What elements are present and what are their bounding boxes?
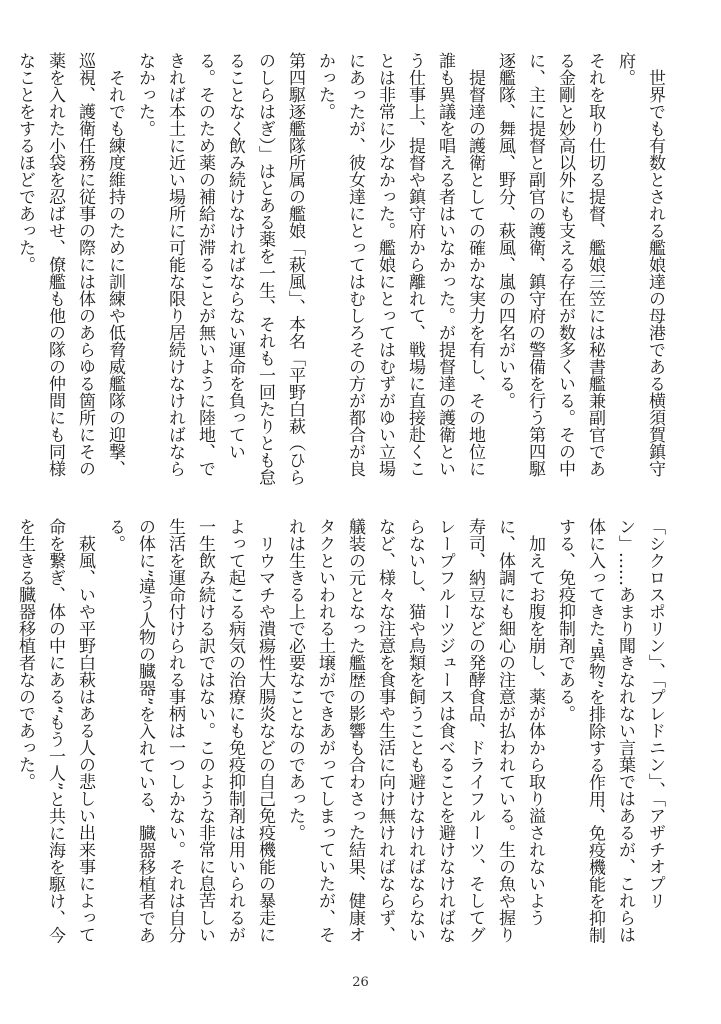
blank-line bbox=[0, 52, 10, 490]
page-number: 26 bbox=[352, 975, 369, 990]
paragraph: 第四駆逐艦隊所属の艦娘「萩風」、本名「平野白萩（ひらのしらはぎ）」はとある薬を一生、それも一回たりとも怠ることなく飲み続けなければならない運命を負っている。そのため薬の補給が滞ることが無いように陸地、できれば本土に近い場所に可能な限り居続けなければならなかった。 bbox=[135, 52, 305, 486]
paragraph: リウマチや潰瘍性大腸炎などの自己免疫機能の暴走によって起こる病気の治療にも免疫抑制剤は用いられるが一生飲み続ける訳ではない。このような非常に息苦しい生活を運命付けられる事柄は一つしかない。それは自分の体に”違う人物の臓器”を入れている、臓器移植者である。 bbox=[105, 518, 275, 944]
lower-text-block bbox=[15, 518, 670, 952]
paragraph: それでも練度維持のために訓練や低脅威艦隊の迎撃、巡視、護衛任務に従事の際には体のあらゆる箇所にその薬を入れた小袋を忍ばせ、僚艦も他の隊の仲間にも同様なことをするほどであった。 bbox=[15, 52, 125, 477]
paragraph: 萩風、いや平野白萩はある人の悲しい出来事によって命を繋ぎ、体の中にある“もう一人”と共に海を駆け、今を生きる臓器移植者なのであった。 bbox=[15, 518, 95, 944]
paragraph: 提督達の護衛としての確かな実力を有し、その地位に誰も異議を唱える者はいなかった。が提督達の護衛という仕事上、提督や鎮守府から離れて、戦場に直接赴くことは非常に少なかった。艦娘にとってはむずがゆい立場にあったが、彼女達にとってはむしろその方が都合が良かった。 bbox=[315, 52, 485, 477]
paragraph: 加えてお腹を崩し、薬が体から取り溢されないように、体調にも細心の注意が払われている。生の魚や握り寿司、納豆などの発酵食品、ドライフルーツ、そしてグレープフルーツジュースは食べることを避けなければならないし、猫や鳥類を飼うことも避けなければならないなど、様々な注意を食事や生活に向け無ければならず、艤装の元となった艦歴の影響も合わさった結果、健康オタクといわれる土壌ができあがってしまっていたが、それは生きる上で必要なことなのであった。 bbox=[285, 518, 545, 943]
paragraph: 「シクロスポリン」、「プレドニン」、「アザチオプリン」……あまり聞きなれない言葉ではあるが、これらは体に入ってきた“異物”を排除する作用、免疫機能を抑制する、免疫抑制剤である。 bbox=[555, 518, 665, 944]
paragraph: 世界でも有数とされる艦娘達の母港である横須賀鎮守府。 bbox=[615, 52, 665, 477]
upper-text-block bbox=[15, 52, 670, 490]
paragraph: それを取り仕切る提督、艦娘三笠には秘書艦兼副官である金剛と妙高以外にも支える存在が数多くいる。その中に、主に提督と副官の護衛、鎮守府の警備を行う第四駆逐艦隊、舞風、野分、萩風、嵐の四名がいる。 bbox=[495, 52, 605, 477]
